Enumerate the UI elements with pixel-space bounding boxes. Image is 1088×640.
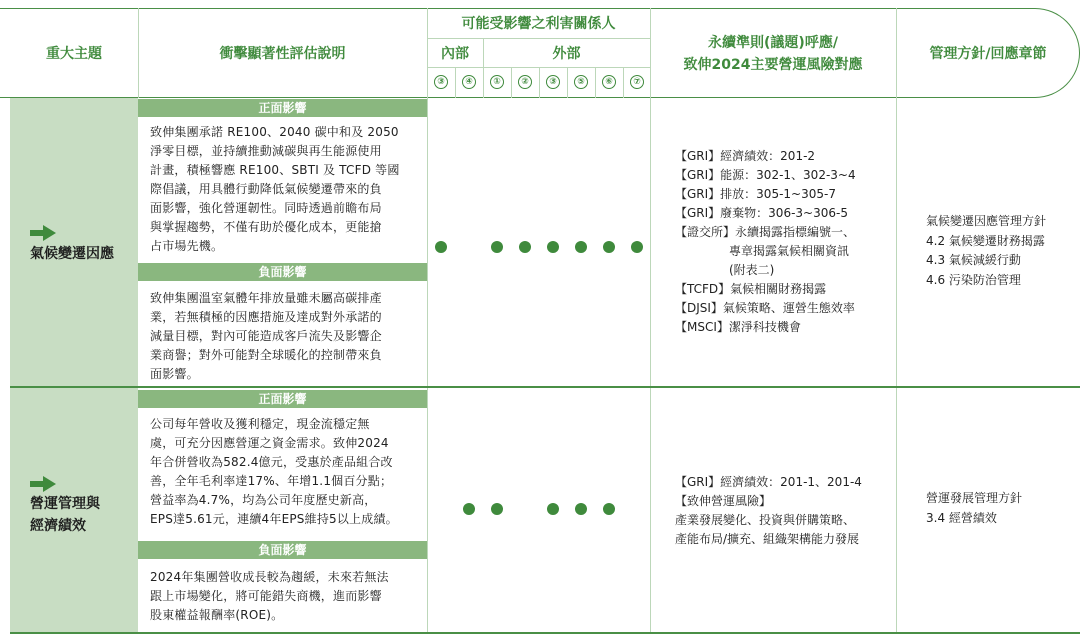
management-sections: 氣候變遷因應管理方針 4.2 氣候變遷財務揭露 4.3 氣候減緩行動 4.6 污染防治管理 xyxy=(926,214,1047,287)
code-external-6: ⑥ xyxy=(602,75,616,89)
management-sections: 營運發展管理方針 3.4 經營績效 xyxy=(926,491,1023,525)
header-stakeholders: 可能受影響之利害關係人 xyxy=(461,16,616,32)
standards-references: 【GRI】經濟績效：201-2 【GRI】能源：302-1、302-3~4 【GRI】排放：305-1~305-7 【GRI】廢棄物：306-3~306-5 【證交所】永續揭露指標編號一、 專章揭露氣候相關資訊 (附表二) 【TCFD】氣候相關財務揭露 【DJSI】氣候策略、運營生態效率 【MSCI】潔淨科技機會 xyxy=(675,149,856,334)
negative-impact-label: 負面影響 xyxy=(138,263,427,281)
stakeholder-dot xyxy=(491,241,503,253)
header-topic: 重大主題 xyxy=(46,46,102,62)
negative-impact-label: 負面影響 xyxy=(138,541,427,559)
header-management: 管理方針/回應章節 xyxy=(929,46,1047,62)
stakeholder-dot xyxy=(463,503,475,515)
code-external-3: ③ xyxy=(546,75,560,89)
code-external-5: ⑤ xyxy=(574,75,588,89)
negative-impact-text: 2024年集團營收成長較為趨緩，未來若無法 跟上市場變化，將可能錯失商機，進而影響 股東權益報酬率(ROE)。 xyxy=(150,570,389,622)
stakeholder-dot xyxy=(519,241,531,253)
header-description: 衝擊顯著性評估說明 xyxy=(219,46,346,62)
row-divider xyxy=(10,386,1080,388)
positive-impact-text: 公司每年營收及獲利穩定，現金流穩定無 虞，可充分因應營運之資金需求。致伸2024 年合併營收為582.4億元，受惠於產品組合改 善，全年毛利率達17%、年增1.1個百分點； 營益率為4.7%，均為公司年度歷史新高， EPS達5.61元，連續4年EPS維持5以上成績。 xyxy=(150,417,398,526)
positive-impact-label: 正面影響 xyxy=(138,390,427,408)
arrow-right-icon xyxy=(30,476,56,492)
topic-label: 氣候變遷因應 xyxy=(30,246,114,262)
stakeholder-dot xyxy=(491,503,503,515)
topic-cell-operations xyxy=(10,388,138,632)
positive-impact-label: 正面影響 xyxy=(138,99,427,117)
header-response-line2: 致伸2024主要營運風險對應 xyxy=(683,57,863,73)
code-external-2: ② xyxy=(518,75,532,89)
stakeholder-dot xyxy=(547,503,559,515)
stakeholder-dot xyxy=(603,241,615,253)
header-internal: 內部 xyxy=(441,46,469,62)
standards-references: 【GRI】經濟績效：201-1、201-4 【致伸營運風險】 產業發展變化、投資與併購策略、 產能布局/擴充、組織架構能力發展 xyxy=(675,475,862,546)
positive-impact-text: 致伸集團承諾 RE100、2040 碳中和及 2050 淨零目標，並持續推動減碳與再生能源使用 計畫，積極響應 RE100、SBTI 及 TCFD 等國 際倡議，用具體行動降低氣候變遷帶來的負 面影響，強化營運韌性。同時透過前瞻布局 與掌握趨勢，不僅有助於優化成本，更能搶 占市場先機。 xyxy=(150,125,400,253)
row-divider xyxy=(10,632,1080,634)
stakeholder-dot xyxy=(547,241,559,253)
code-internal-3: ③ xyxy=(434,75,448,89)
code-external-7: ⑦ xyxy=(630,75,644,89)
topic-label: 營運管理與 xyxy=(30,496,100,512)
header-external: 外部 xyxy=(552,46,581,62)
code-external-1: ① xyxy=(490,75,504,89)
header-response-line1: 永續準則(議題)呼應/ xyxy=(708,35,838,51)
stakeholder-dot xyxy=(435,241,447,253)
topic-cell-climate xyxy=(10,98,138,387)
stakeholder-dot xyxy=(631,241,643,253)
negative-impact-text: 致伸集團溫室氣體年排放量雖未屬高碳排產 業，若無積極的因應措施及達成對外承諾的 減量目標，對內可能造成客戶流失及影響企 業商譽；對外可能對全球暖化的控制帶來負 面影響。 xyxy=(150,291,382,381)
stakeholder-dot xyxy=(575,241,587,253)
arrow-right-icon xyxy=(30,225,56,241)
topic-label: 經濟績效 xyxy=(30,518,86,534)
stakeholder-dot xyxy=(575,503,587,515)
code-internal-4: ④ xyxy=(462,75,476,89)
stakeholder-dot xyxy=(603,503,615,515)
